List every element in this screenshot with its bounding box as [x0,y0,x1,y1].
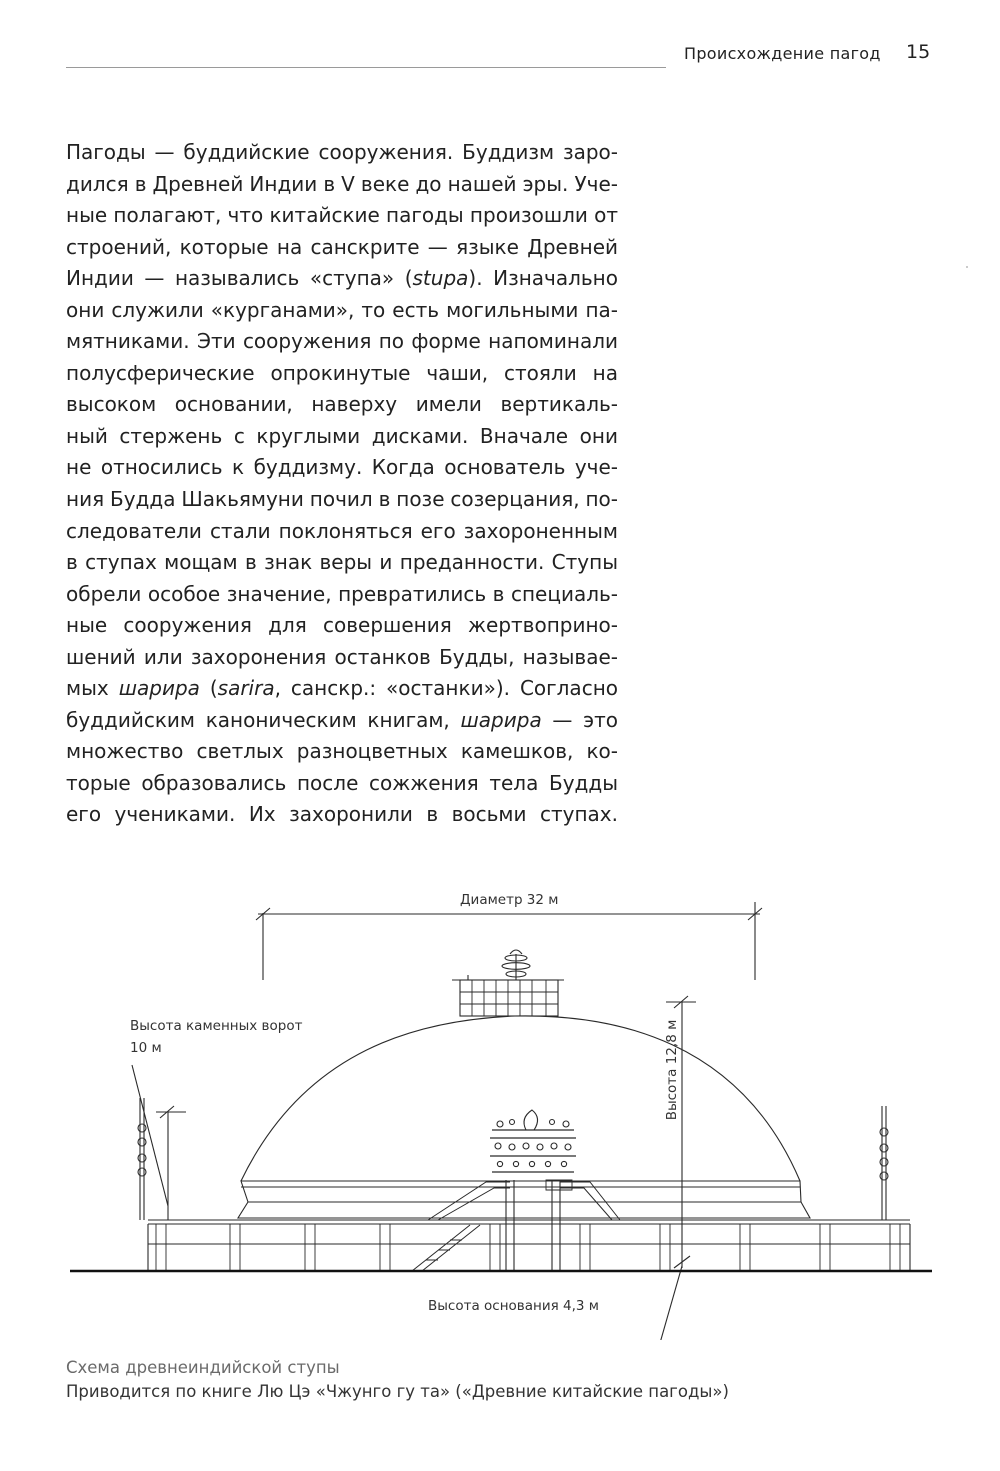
text-line [66,263,618,295]
text-run: Индии — назывались «ступа» ( [66,266,413,291]
text-run: следователи стали поклоняться его захороненным [66,518,618,543]
text-line [66,137,618,169]
text-line [66,452,618,484]
italic-term: sarira [217,676,275,701]
harmika-railing [460,980,558,1016]
margin-speck [966,266,968,268]
text-line [66,673,618,705]
text-line [66,768,618,800]
italic-term: шарира [460,707,542,732]
text-line [66,484,618,516]
stupa-diagram [60,880,940,1340]
base-leader-line [658,1266,682,1340]
running-title: Происхождение пагод [684,44,881,63]
text-run: , санскр.: «останки»). Согласно [274,676,619,701]
text-run: ( [199,676,218,701]
stupa-drawing [60,880,940,1340]
text-line [66,516,618,548]
text-run: буддийским каноническим книгам, [66,707,461,732]
text-line [66,799,618,831]
text-run: мятниками. Эти сооружения по форме напоминали [66,329,618,354]
text-run: множество светлых разноцветных камешков, ко- [66,739,618,764]
text-line [66,705,618,737]
caption-source: Приводится по книге Лю Цэ «Чжунго гу та» («Древние китайские пагоды») [66,1382,729,1401]
text-run: дился в Древней Индии в V веке до нашей эры. Уче- [66,171,618,196]
italic-term: stupa [412,266,469,291]
stupa-height-label: Высота 12,8 м [664,1019,680,1121]
text-run: мых [66,676,119,701]
medhi-drum [241,1181,801,1202]
text-run: его учениками. Их захоронили в восьми ступах. [66,802,618,827]
text-run: полусферические опрокинутые чаши, стояли на [66,360,618,385]
text-line [66,358,618,390]
text-run: шений или захоронения останков Будды, называе- [66,644,618,669]
text-line [66,326,618,358]
text-run: они служили «курганами», то есть могильными па- [66,297,618,322]
harmika [460,980,558,1016]
text-line [66,421,618,453]
text-line [66,200,618,232]
chattra-umbrella [502,950,530,980]
text-line [66,610,618,642]
torana-gateway [490,1110,576,1271]
header-rule [66,67,666,68]
caption-title: Схема древнеиндийской ступы [66,1358,340,1377]
text-run: не относились к буддизму. Когда основатель уче- [66,455,618,480]
text-run: в ступах мощам в знак веры и преданности. Ступы [66,550,618,575]
stairway [412,1182,620,1271]
text-run: строений, которые на санскрите — языке Древней [66,234,618,259]
base-height-label: Высота основания 4,3 м [428,1298,599,1314]
text-line [66,547,618,579]
text-line [66,736,618,768]
text-run: ные полагают, что китайские пагоды произошли от [66,203,618,228]
text-run: Пагоды — буддийские сооружения. Буддизм заро- [66,140,618,164]
text-line [66,295,618,327]
text-run: ный стержень с круглыми дисками. Вначале они [66,423,618,448]
text-run: торые образовались после сожжения тела Будды [66,770,618,795]
base-railing-pillars [148,1224,910,1271]
text-line [66,642,618,674]
body-paragraph [66,137,618,831]
text-run: высоком основании, наверху имели вертикаль- [66,392,618,417]
text-run: ). Изначально [468,266,618,291]
gate-height-label-line1: Высота каменных ворот [130,1018,303,1034]
text-line [66,232,618,264]
text-line [66,579,618,611]
text-line [66,389,618,421]
text-run: обрели особое значение, превратились в специаль- [66,581,618,606]
gate-height-label-line2: 10 м [130,1040,162,1056]
text-line [66,169,618,201]
text-run: ные сооружения для совершения жертвоприно- [66,613,618,638]
page-number: 15 [906,41,931,63]
text-run: ния Будда Шакьямуни почил в позе созерцания, по- [66,487,618,512]
text-run: — это [541,707,618,732]
italic-term: шарира [118,676,200,701]
gate-leader-line [132,1065,168,1206]
diameter-label: Диаметр 32 м [460,892,559,908]
